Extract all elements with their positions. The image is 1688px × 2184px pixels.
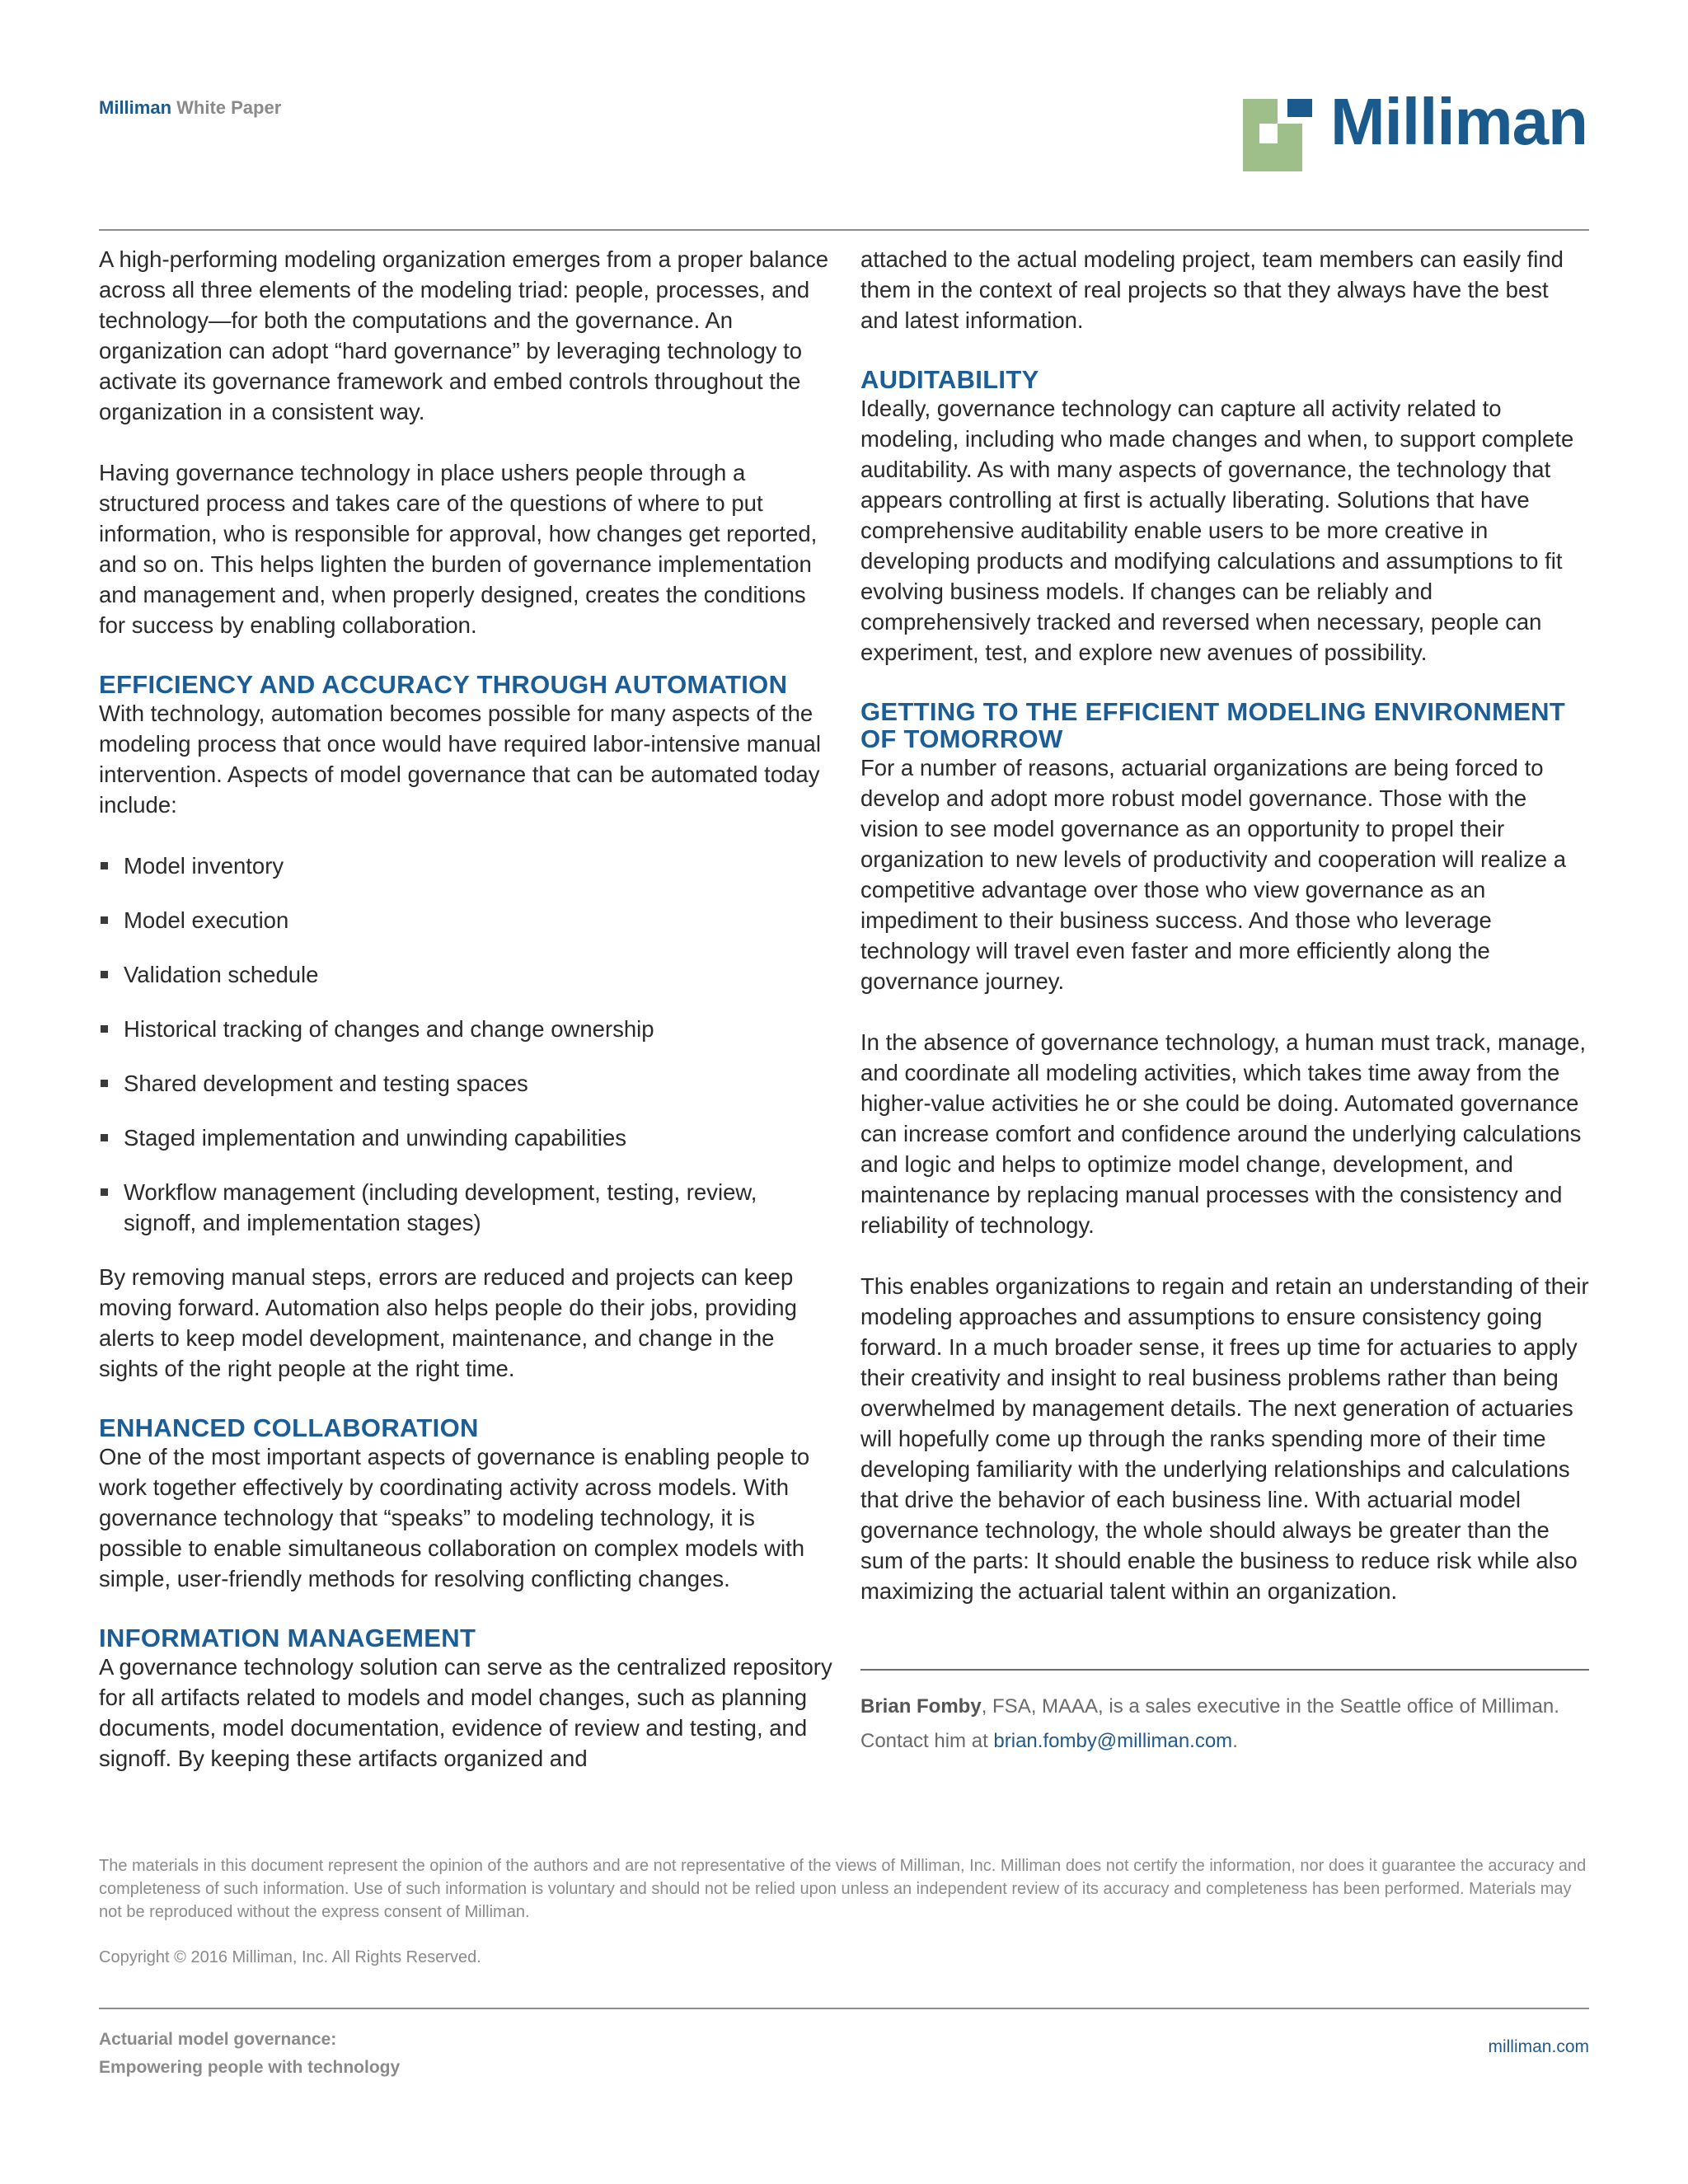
collaboration-paragraph: One of the most important aspects of governance is enabling people to work together effectively by coordinating activity across models. With governance technology that “speaks” to modeling technology, it is possible to enable simultaneous collaboration on complex models with simple, user-friendly methods for resolving conflicting changes. (99, 1444, 810, 1591)
future-paragraph-1: For a number of reasons, actuarial organizations are being forced to develop and adopt more robust model governance. Those with the vision to see model governance as an opportunity to propel their organization to new levels of productivity and cooperation will realize a competitive advantage over those who view governance as an impediment to their business success. And those who leverage technology will travel even faster and more efficiently along the governance journey. (860, 755, 1567, 994)
auditability-paragraph: Ideally, governance technology can capture all activity related to modeling, including who made changes and when, to support complete auditability. As with many aspects of governance, the technology that appears controlling at first is actually liberating. Solutions that have comprehensive auditability enable users to be more creative in developing products and modifying calculations and assumptions to fit evolving business models. If changes can be reliably and comprehensively tracked and reversed when necessary, people can experiment, test, and explore new avenues of possibility. (860, 396, 1574, 665)
auditability-heading: AUDITABILITY (860, 365, 1039, 394)
efficiency-paragraph: With technology, automation becomes possible for many aspects of the modeling process that once would have required labor-intensive manual intervention. Aspects of model governance that can be automated today include: (99, 701, 821, 818)
header-divider (99, 229, 1589, 231)
left-column (99, 244, 832, 1804)
logo-mark-icon (1243, 99, 1325, 171)
right-column (860, 244, 1589, 1637)
collaboration-heading: ENHANCED COLLABORATION (99, 1413, 479, 1442)
list-item: Workflow management (including development, testing, review, signoff, and implementation stages) (99, 1177, 832, 1238)
header-brand: Milliman (99, 97, 172, 118)
governance-paragraph: Having governance technology in place ushers people through a structured process and takes care of the questions of where to put information, who is responsible for approval, how changes get reported, and so on. This helps lighten the burden of governance implementation and management and, when properly designed, creates the conditions for success by enabling collaboration. (99, 460, 818, 638)
footer-title (99, 2026, 400, 2082)
copyright: Copyright © 2016 Milliman, Inc. All Rights Reserved. (99, 1948, 481, 1966)
author-email-link[interactable]: brian.fomby@milliman.com (993, 1730, 1233, 1752)
author-name: Brian Fomby (860, 1695, 982, 1718)
footer-title-line2: Empowering people with technology (99, 2058, 401, 2077)
header-doc-type: White Paper (176, 97, 282, 118)
milliman-logo (1243, 85, 1589, 171)
information-paragraph: A governance technology solution can serve as the centralized repository for all artifacts related to models and model changes, such as planning documents, model documentation, evidence of review and testing, and signoff. By keeping these artifacts organized and (99, 1654, 832, 1771)
continued-paragraph: attached to the actual modeling project, team members can easily find them in the context of real projects so that they always have the best and latest information. (860, 246, 1564, 333)
author-divider (860, 1669, 1589, 1671)
logo-wordmark: Milliman (1330, 85, 1588, 158)
author-bio-text: , FSA, MAAA, is a sales executive in the Seattle office of Milliman. Contact him at (860, 1695, 1559, 1752)
disclaimer: The materials in this document represent the opinion of the authors and are not representative of the views of Milliman, Inc. Milliman does not certify the information, nor does it guarantee the accuracy and completeness of such information. Use of such information is voluntary and should not be relied upon unless an independent review of its accuracy and completeness has been performed. Materials may not be reproduced without the express consent of Milliman. (99, 1857, 1587, 1921)
footer-divider (99, 2008, 1589, 2009)
efficiency-heading: EFFICIENCY AND ACCURACY THROUGH AUTOMATION (99, 670, 788, 699)
future-paragraph-2: In the absence of governance technology, a human must track, manage, and coordinate all modeling activities, which takes time away from the higher-value activities he or she could be doing. Automated governance can increase comfort and confidence around the underlying calculations and logic and helps to optimize model change, development, and maintenance by replacing manual processes with the consistency and reliability of technology. (860, 1029, 1587, 1238)
intro-paragraph: A high-performing modeling organization emerges from a proper balance across all three elements of the modeling triad: people, processes, and technology—for both the computations and the governance. An organization can adopt “hard governance” by leveraging technology to activate its governance framework and embed controls throughout the organization in a consistent way. (99, 246, 829, 424)
author-bio (860, 1690, 1589, 1759)
list-item: Historical tracking of changes and change ownership (99, 1014, 832, 1044)
list-item: Model execution (99, 905, 832, 935)
future-paragraph-3: This enables organizations to regain and retain an understanding of their modeling approaches and assumptions to ensure consistency going forward. In a much broader sense, it frees up time for actuaries to apply their creativity and insight to real business problems rather than being overwhelmed by management details. The next generation of actuaries will hopefully come up through the ranks spending more of their time developing familiarity with the underlying relationships and calculations that drive the behavior of each business line. With actuarial model governance technology, the whole should always be greater than the sum of the parts: It should enable the business to reduce risk while also maximizing the actuarial talent within an organization. (860, 1273, 1589, 1604)
future-heading: GETTING TO THE EFFICIENT MODELING ENVIRONMENT OF TOMORROW (860, 697, 1566, 753)
list-item: Staged implementation and unwinding capabilities (99, 1122, 832, 1153)
list-item: Validation schedule (99, 959, 832, 990)
footer-title-line1: Actuarial model governance: (99, 2030, 337, 2049)
header-label (99, 97, 281, 119)
footer-website-link[interactable]: milliman.com (1488, 2037, 1589, 2056)
automation-summary-paragraph: By removing manual steps, errors are reduced and projects can keep moving forward. Automation also helps people do their jobs, providing alerts to keep model development, maintenance, and change in the sights of the right people at the right time. (99, 1264, 797, 1381)
automation-list (99, 851, 832, 1238)
list-item: Shared development and testing spaces (99, 1068, 832, 1099)
information-heading: INFORMATION MANAGEMENT (99, 1624, 476, 1652)
author-bio-end: . (1232, 1730, 1238, 1752)
list-item: Model inventory (99, 851, 832, 881)
